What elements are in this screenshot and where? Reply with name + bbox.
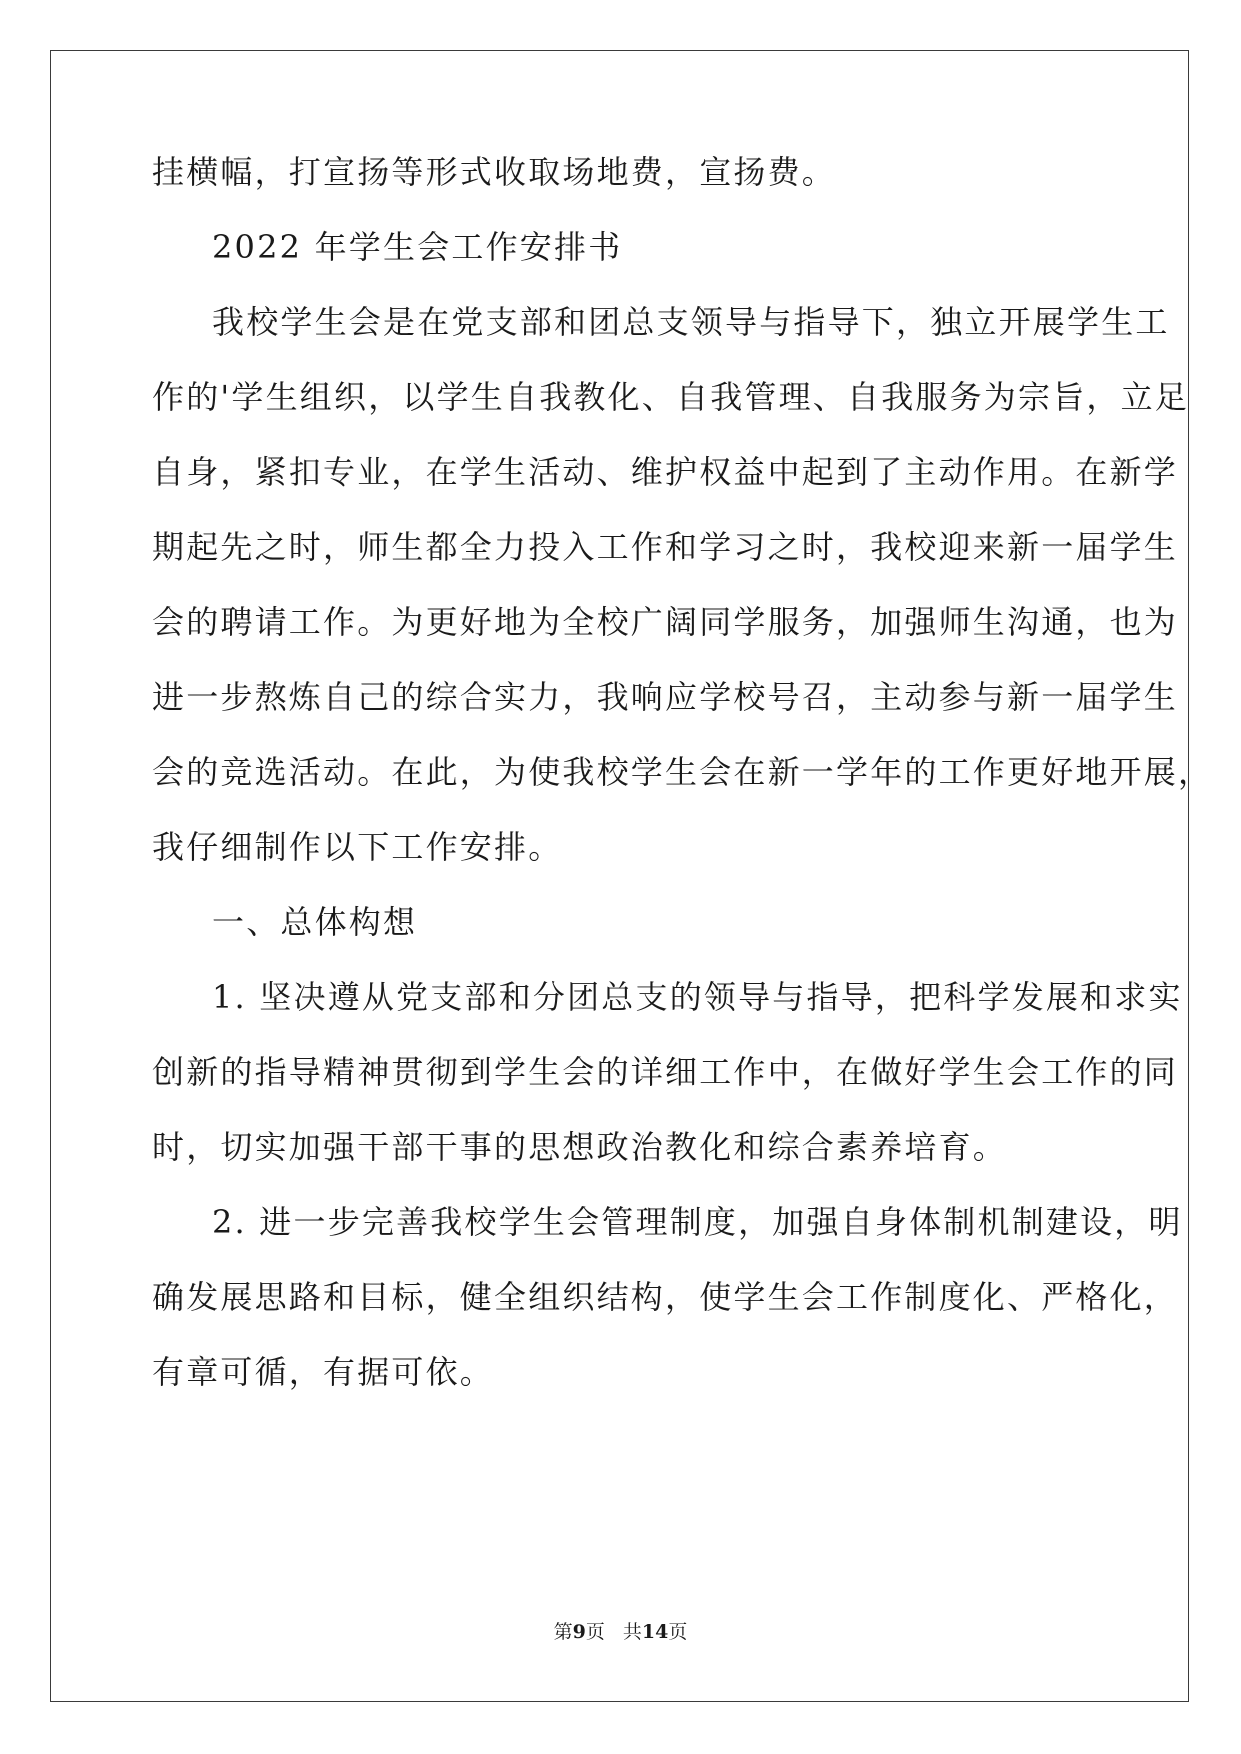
page-footer (0, 1620, 1241, 1644)
paragraph-line: 会的聘请工作。为更好地为全校广阔同学服务，加强师生沟通，也为 (152, 603, 1179, 641)
page-suffix: 页 (585, 1621, 605, 1643)
page-border (50, 50, 1189, 1702)
paragraph-line: 会的竞选活动。在此，为使我校学生会在新一学年的工作更好地开展， (152, 753, 1213, 791)
list-item-line: 创新的指导精神贯彻到学生会的详细工作中，在做好学生会工作的同 (152, 1053, 1179, 1091)
list-item-line: 1. 坚决遵从党支部和分团总支的领导与指导，把科学发展和求实 (212, 978, 1183, 1016)
paragraph-line: 期起先之时，师生都全力投入工作和学习之时，我校迎来新一届学生 (152, 528, 1179, 566)
paragraph-line: 进一步熬炼自己的综合实力，我响应学校号召，主动参与新一届学生 (152, 678, 1179, 716)
paragraph-line: 我仔细制作以下工作安排。 (152, 828, 563, 866)
paragraph-line: 自身，紧扣专业，在学生活动、维护权益中起到了主动作用。在新学 (152, 453, 1179, 491)
page-prefix: 第 (553, 1621, 573, 1643)
list-item-line: 2. 进一步完善我校学生会管理制度，加强自身体制机制建设，明 (212, 1203, 1183, 1241)
total-prefix: 共 (622, 1621, 642, 1643)
paragraph-line: 挂横幅，打宣扬等形式收取场地费，宣扬费。 (152, 153, 837, 191)
section-title: 2022 年学生会工作安排书 (212, 228, 623, 266)
total-suffix: 页 (668, 1621, 688, 1643)
section-heading: 一、总体构想 (212, 903, 418, 941)
current-page-number: 9 (572, 1621, 586, 1643)
paragraph-line: 作的'学生组织，以学生自我教化、自我管理、自我服务为宗旨，立足 (152, 378, 1189, 416)
list-item-line: 时，切实加强干部干事的思想政治教化和综合素养培育。 (152, 1128, 1008, 1166)
total-page-count: 14 (641, 1621, 669, 1643)
paragraph-line: 我校学生会是在党支部和团总支领导与指导下，独立开展学生工 (212, 303, 1170, 341)
list-item-line: 确发展思路和目标，健全组织结构，使学生会工作制度化、严格化， (152, 1278, 1179, 1316)
list-item-line: 有章可循，有据可依。 (152, 1353, 495, 1391)
